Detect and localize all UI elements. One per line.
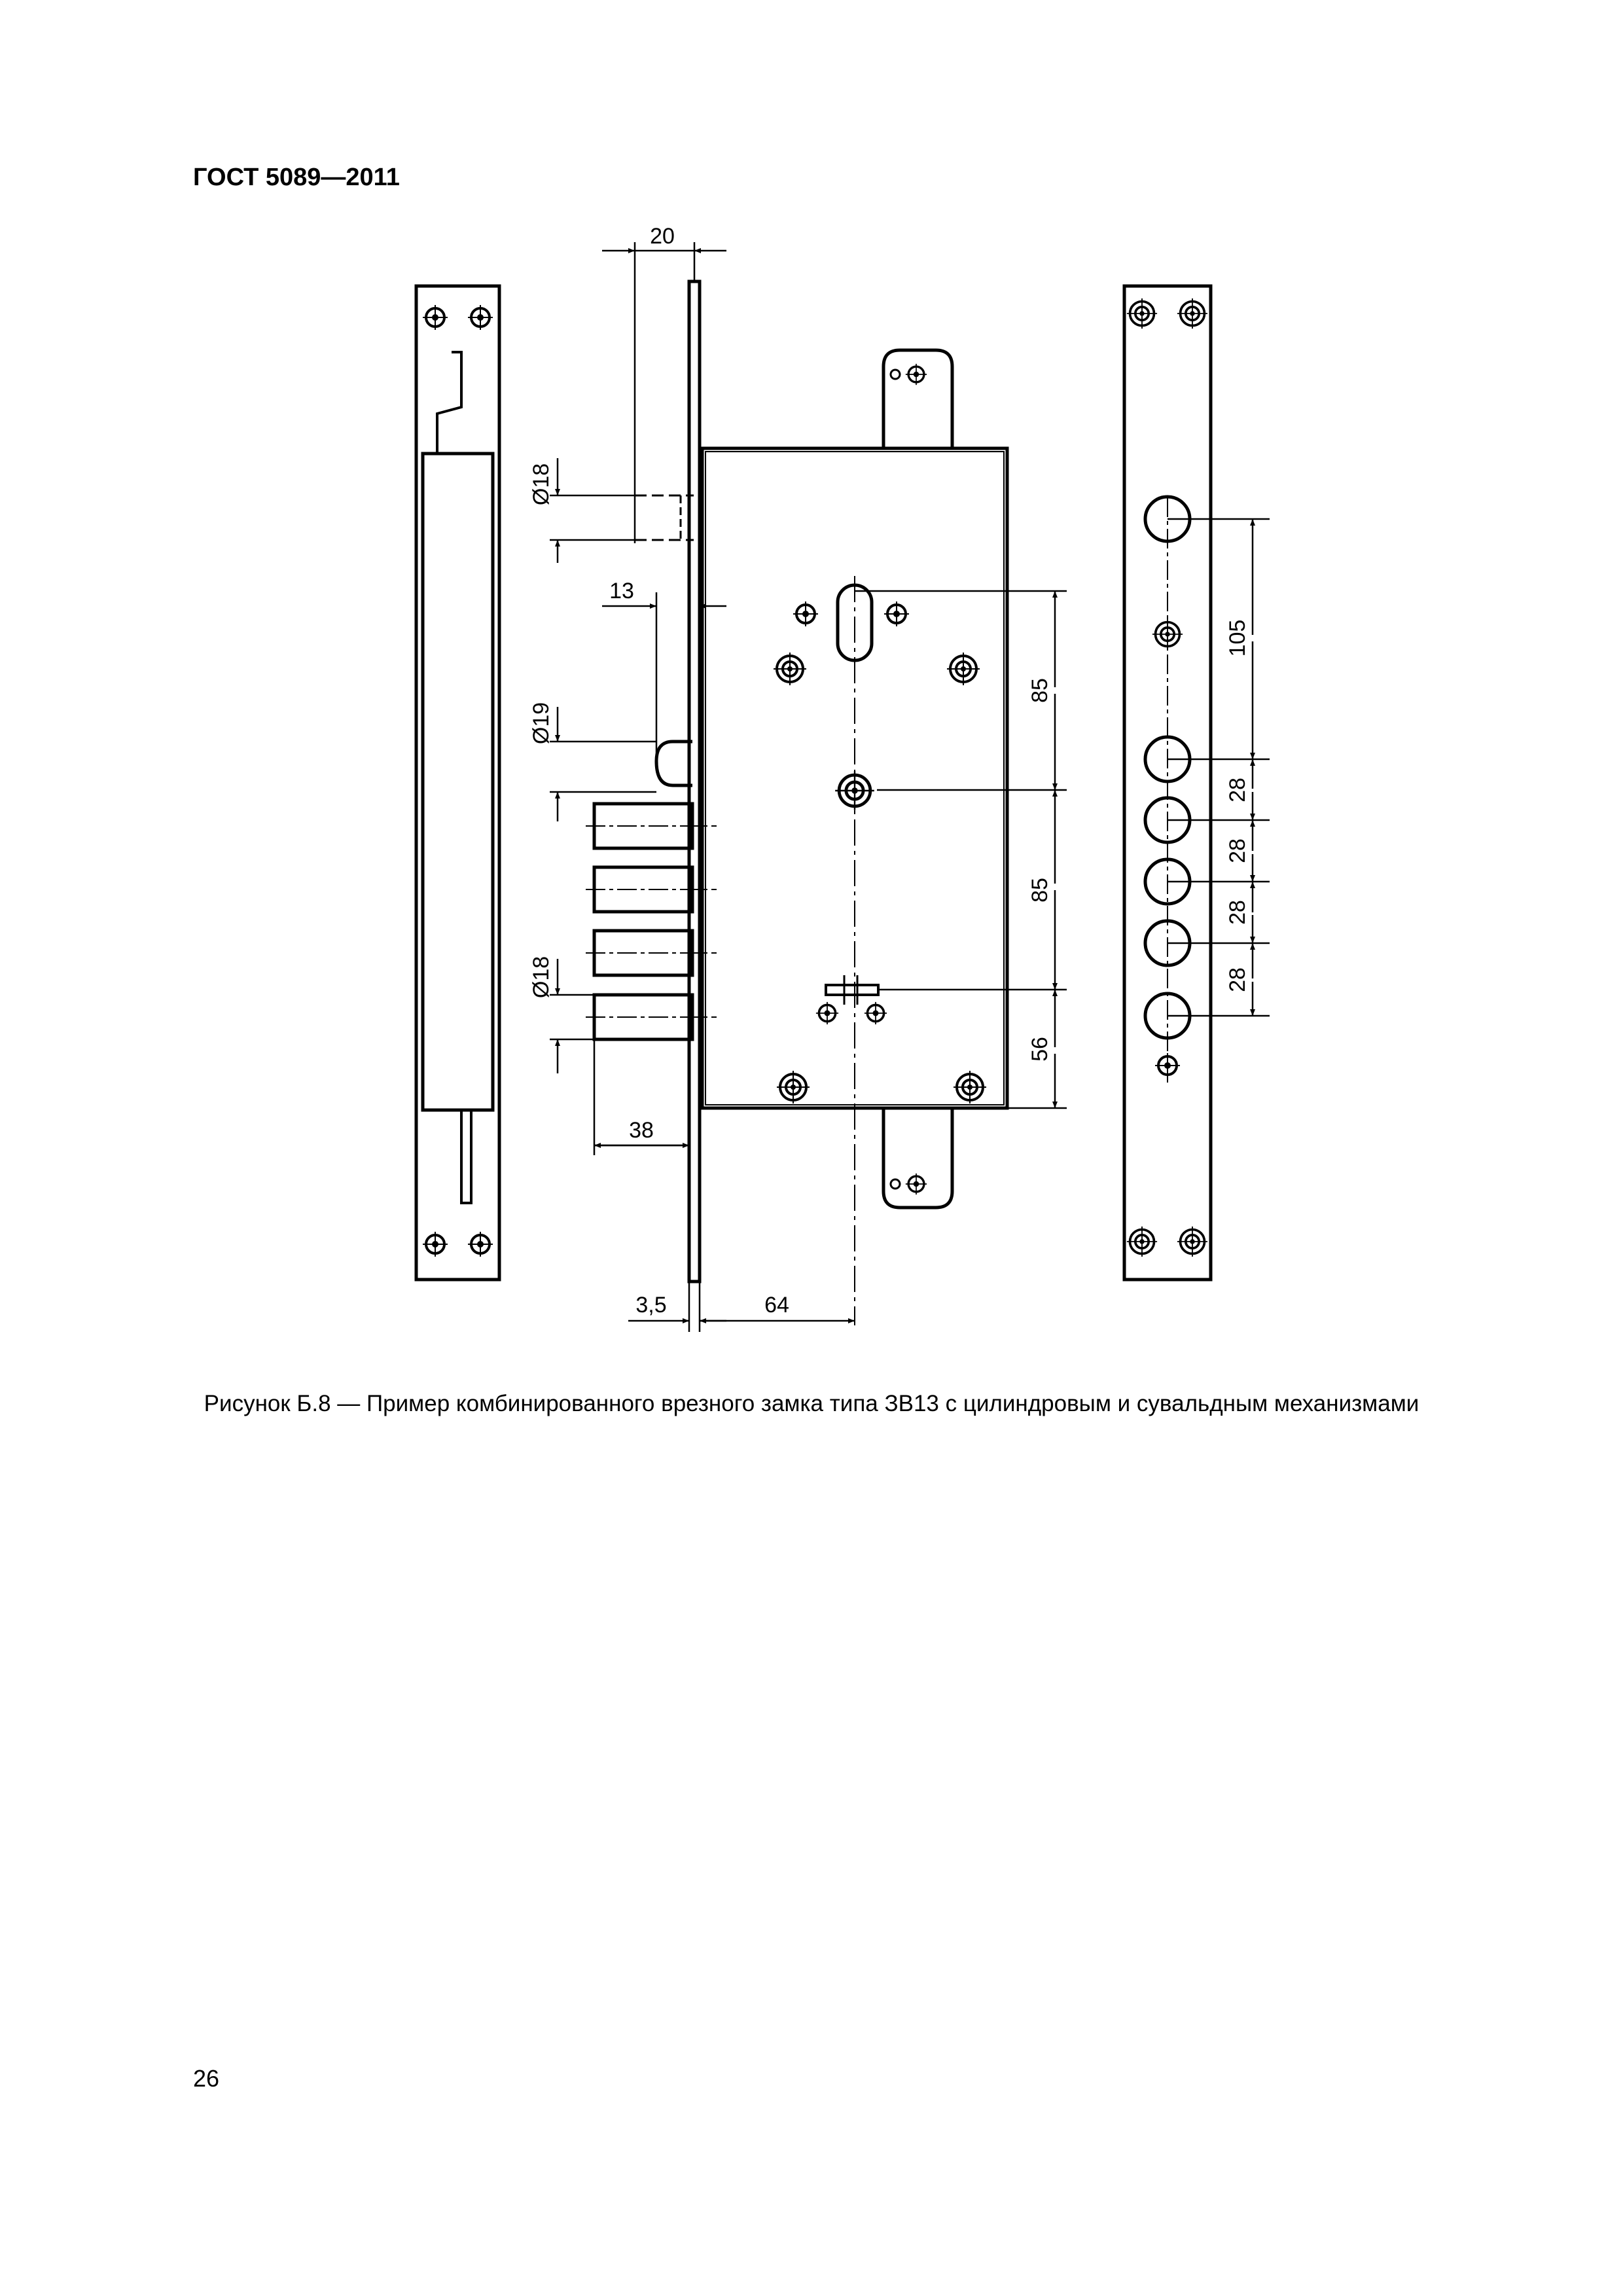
dim-backset: 64 (764, 1293, 789, 1318)
screw-icon (865, 1002, 887, 1024)
dimensions-left (550, 242, 1067, 1332)
screw-icon (423, 1232, 448, 1257)
dim-strike-top-gap: 105 (1225, 619, 1250, 657)
screw-icon (884, 601, 909, 626)
screw-icon (906, 364, 927, 385)
dim-strike-gap-4: 28 (1225, 967, 1250, 992)
screw-icon (906, 1174, 927, 1194)
dim-dia-latch: Ø19 (529, 702, 554, 745)
screw-icon (954, 1071, 986, 1103)
page-number: 26 (193, 2065, 220, 2092)
left-strike-plate (416, 286, 499, 1280)
screw-icon (1127, 298, 1157, 329)
screw-icon (947, 653, 980, 685)
dim-key-bottom: 56 (1027, 1037, 1052, 1062)
spindle-icon (835, 771, 874, 810)
screw-icon (468, 305, 493, 330)
dim-plate-thickness: 3,5 (635, 1293, 667, 1318)
dim-spindle-key: 85 (1027, 878, 1052, 903)
screw-icon (1127, 1227, 1157, 1257)
screw-icon (777, 1071, 810, 1103)
screw-icon (816, 1002, 838, 1024)
dim-bolt-length: 38 (629, 1118, 654, 1143)
screw-icon (1177, 298, 1207, 329)
dim-cyl-spindle: 85 (1027, 678, 1052, 703)
screw-icon (423, 305, 448, 330)
dim-faceplate-depth: 20 (650, 224, 675, 249)
dim-dia-bolt: Ø18 (529, 956, 554, 999)
dim-strike-gap-2: 28 (1225, 838, 1250, 863)
screw-icon (1152, 619, 1183, 649)
figure-caption: Рисунок Б.8 — Пример комбинированного врезного замка типа ЗВ13 с цилиндровым и сувальдным механизмами (204, 1391, 1419, 1416)
dim-dia-top: Ø18 (529, 463, 554, 506)
dim-strike-gap-3: 28 (1225, 900, 1250, 925)
lock-body (586, 281, 1007, 1325)
screw-icon (774, 653, 806, 685)
dim-strike-gap-1: 28 (1225, 778, 1250, 802)
screw-icon (1155, 1053, 1180, 1078)
tab-holes (891, 370, 900, 1189)
document-header: ГОСТ 5089—2011 (193, 164, 400, 191)
screw-icon (1177, 1227, 1207, 1257)
screw-icon (793, 601, 818, 626)
screw-icon (468, 1232, 493, 1257)
dim-latch-offset: 13 (609, 579, 634, 603)
